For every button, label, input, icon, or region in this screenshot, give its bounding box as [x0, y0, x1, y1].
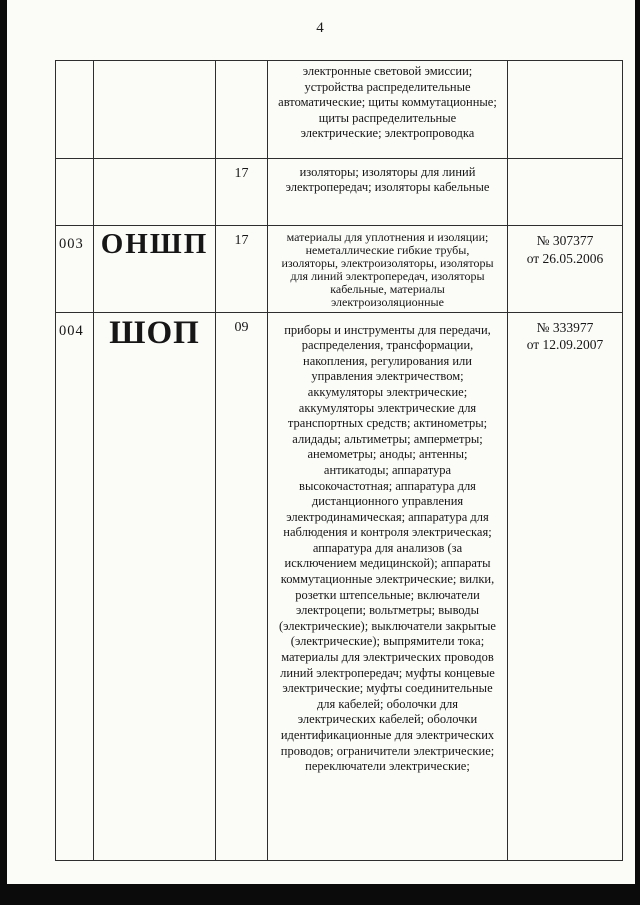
- class-cell: 17: [216, 226, 268, 313]
- goods-cell: приборы и инструменты для передачи, распределения, трансформации, накопления, регулирования или управления электричеством; аккумуляторы электрические; аккумуляторы электрические для транспортных средств; актинометры; алидады; альтиметры; амперметры; анемометры; аноды; антенны; антикатоды; аппаратура высокочастотная; аппаратура для дистанционного управления электродинамическая; аппаратура для наблюдения и контроля электрическая; аппаратура для анализов (за исключением медицинской); аппараты коммутационные электрические; вилки, розетки штепсельные; включатели электроцепи; вольтметры; выводы (электрические); выключатели закрытые (электрические); выпрямители тока; материалы для электрических проводов линий электропередач; муфты концевые электрические; муфты соединительные для кабелей; оболочки для электрических кабелей; оболочки идентификационные для электрических проводов; ограничители электрические; переключатели электрические;: [268, 312, 508, 860]
- reg-no-cell: 004: [56, 312, 94, 860]
- table-row: [56, 312, 623, 860]
- class-cell: [216, 61, 268, 159]
- table-row: [56, 61, 623, 159]
- trademark-cell: ОНШП: [94, 226, 216, 313]
- certificate-number: № 333977: [536, 319, 594, 335]
- class-cell: 17: [216, 159, 268, 226]
- certificate-date: от 26.05.2006: [526, 250, 604, 266]
- scan-edge-right: [635, 0, 640, 905]
- certificate-cell: [508, 61, 623, 159]
- goods-cell: материалы для уплотнения и изоляции; неметаллические гибкие трубы, изоляторы, электроизоляторы, изоляторы для линий электропередач, изоляторы кабельные, материалы электроизоляционные: [268, 226, 508, 313]
- certificate-cell: [508, 159, 623, 226]
- certificate-number: № 307377: [536, 233, 594, 248]
- scan-edge-bottom: [0, 884, 640, 905]
- trademark-cell: [94, 159, 216, 226]
- trademark-cell: ШОП: [94, 312, 216, 860]
- reg-no-cell: [56, 61, 94, 159]
- table-row: [56, 226, 623, 313]
- certificate-date: от 12.09.2007: [526, 337, 604, 353]
- scan-edge-left: [0, 0, 7, 905]
- trademark-table: [55, 60, 623, 861]
- goods-cell: электронные световой эмиссии; устройства распределительные автоматические; щиты коммутационные; щиты распределительные электрические; электропроводка: [268, 61, 508, 159]
- table-row: [56, 159, 623, 226]
- certificate-cell: [508, 312, 623, 860]
- goods-cell: изоляторы; изоляторы для линий электропередач; изоляторы кабельные: [268, 159, 508, 226]
- certificate-cell: [508, 226, 623, 313]
- reg-no-cell: [56, 159, 94, 226]
- page-number: 4: [316, 20, 324, 36]
- reg-no-cell: 003: [56, 226, 94, 313]
- trademark-cell: [94, 61, 216, 159]
- class-cell: 09: [216, 312, 268, 860]
